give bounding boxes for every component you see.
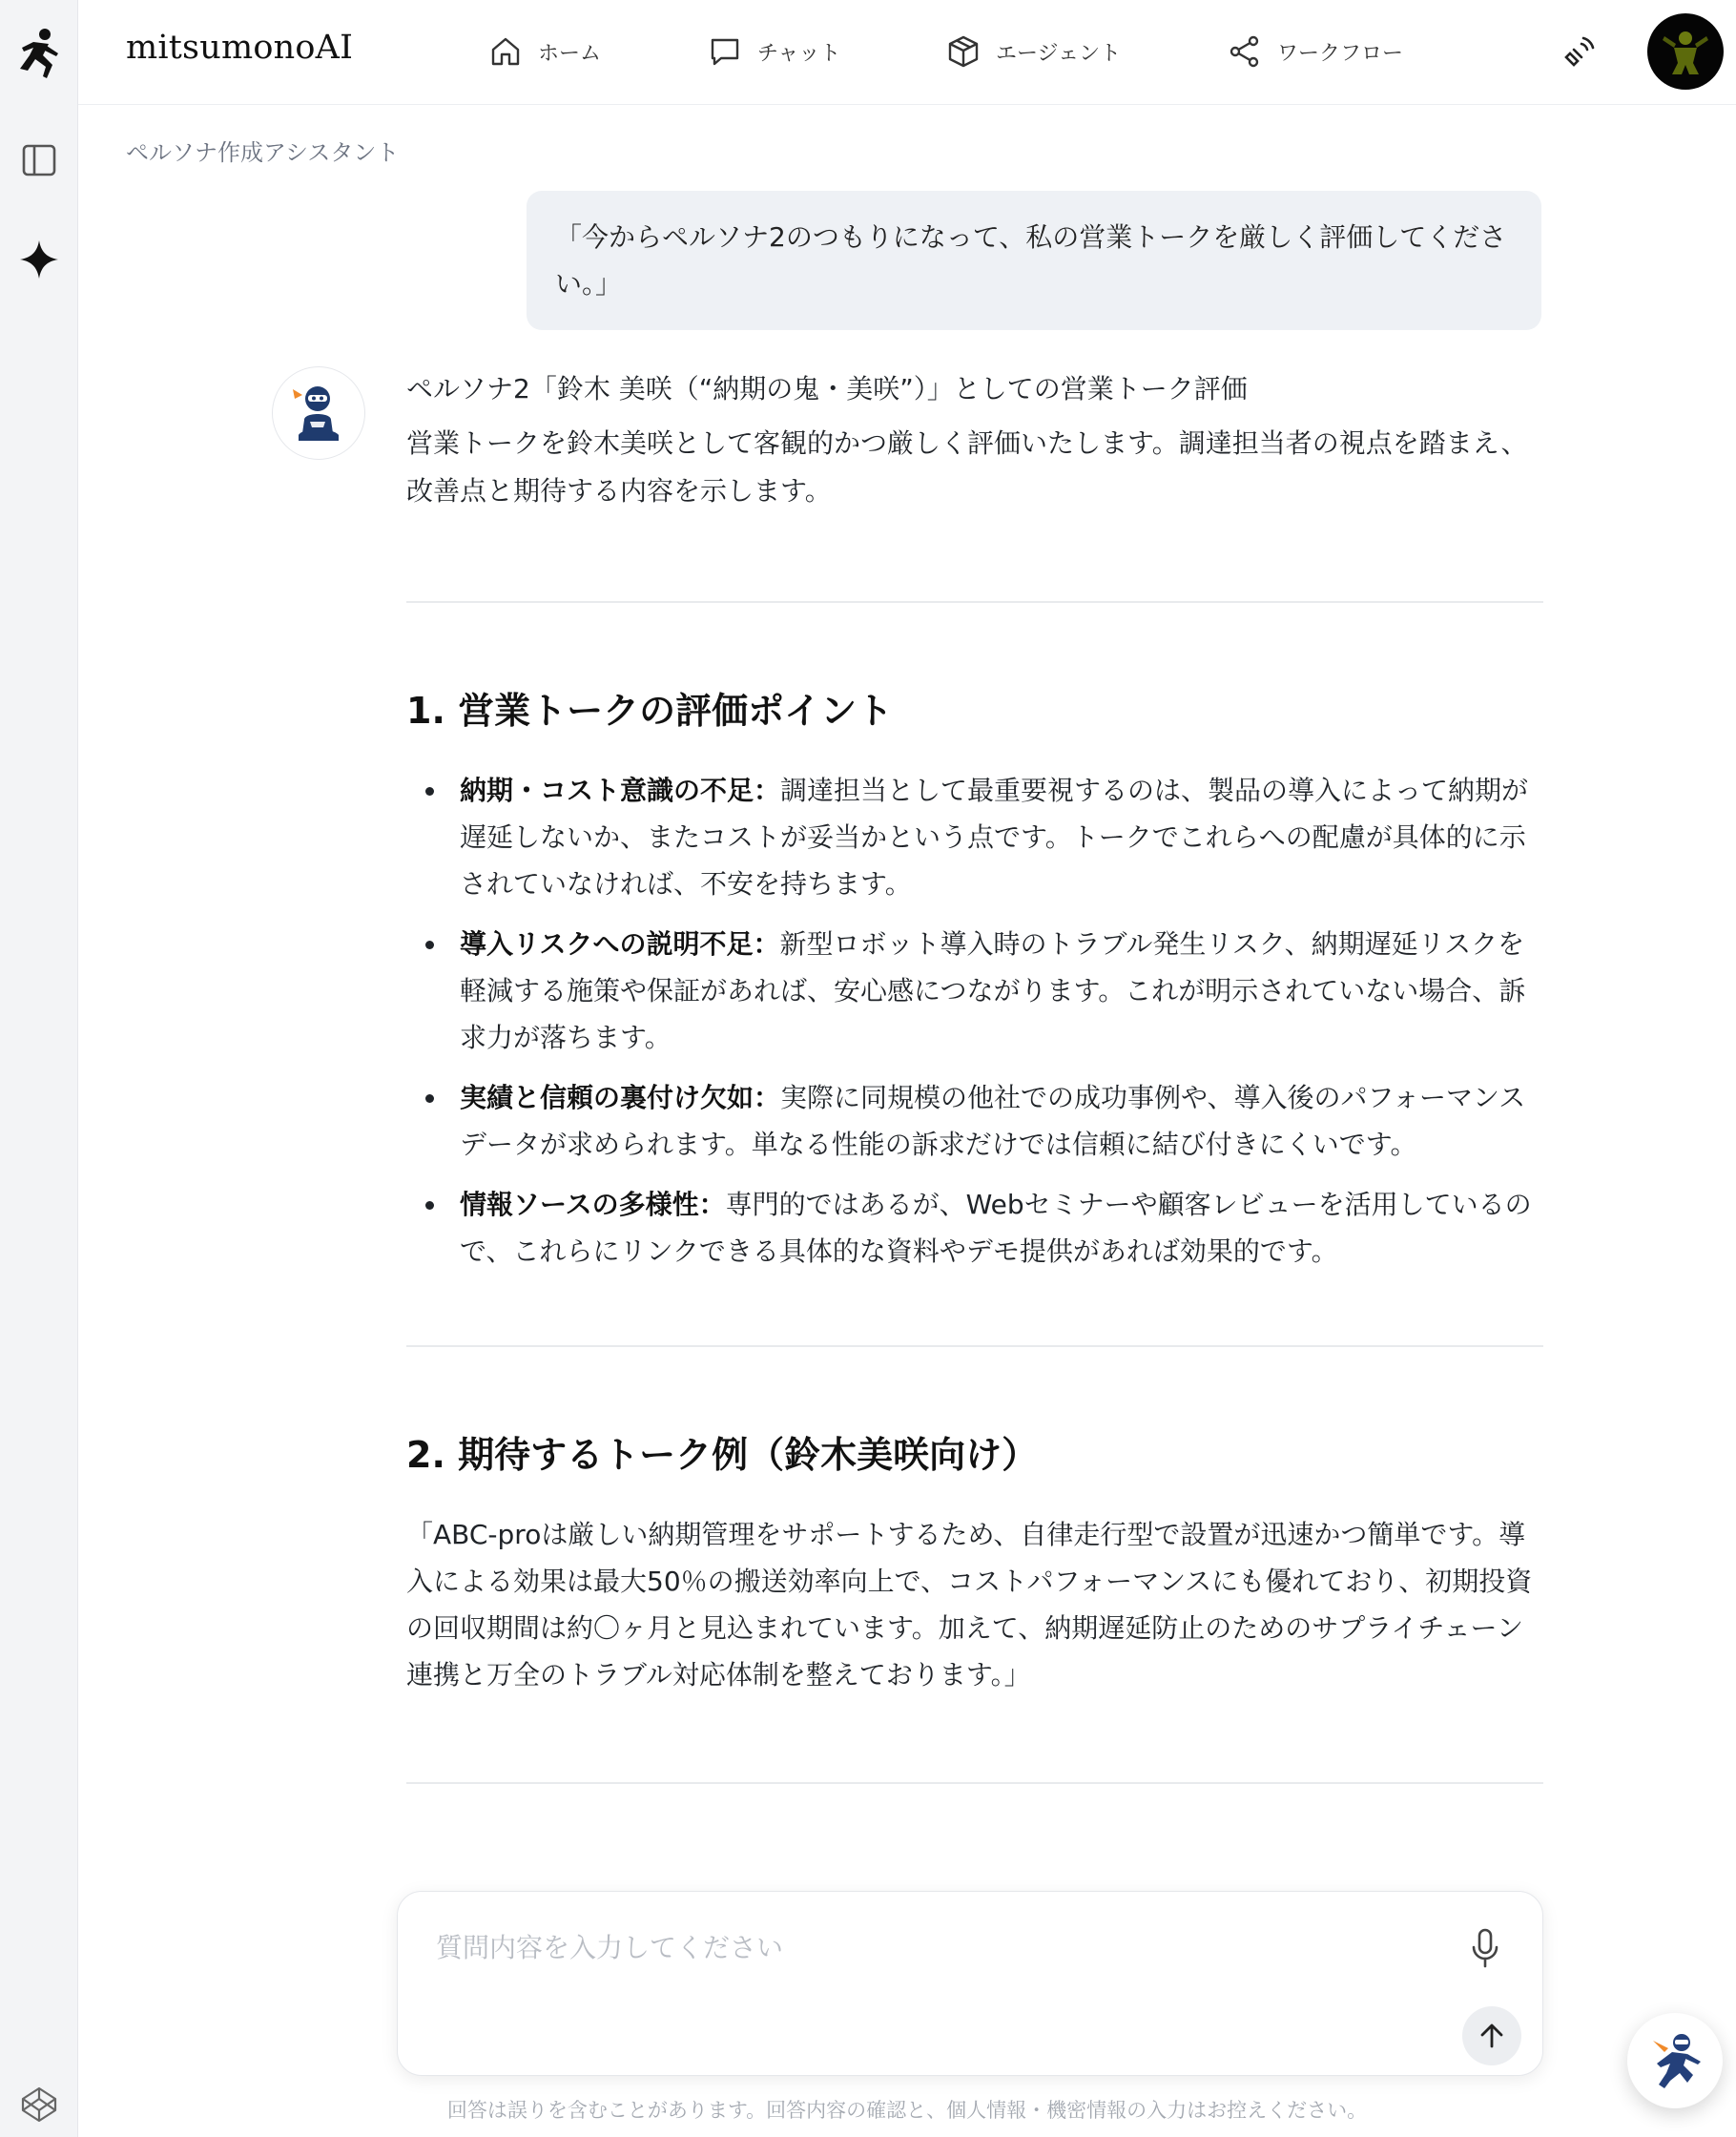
nav-workflow-label: ワークフロー bbox=[1277, 41, 1404, 66]
arrow-up-icon bbox=[1478, 2022, 1506, 2050]
sparkle-icon[interactable] bbox=[12, 233, 66, 286]
list-item-label: 実績と信頼の裏付け欠如： bbox=[460, 1082, 781, 1113]
answer-title: ペルソナ2「鈴木 美咲（“納期の鬼・美咲”）」としての営業トーク評価 bbox=[406, 373, 1248, 405]
satellite-icon[interactable] bbox=[1557, 29, 1602, 74]
list-item-text: 新型ロボット導入時のトラブル発生リスク、納期遅延リスクを軽減する施策や保証があれば、安心感につながります。これが明示されていない場合、訴求力が落ちます。 bbox=[460, 928, 1526, 1053]
list-item-text: 専門的ではあるが、Webセミナーや顧客レビューを活用しているので、これらにリンクできる具体的な資料やデモ提供があれば効果的です。 bbox=[460, 1189, 1532, 1267]
left-rail bbox=[0, 0, 78, 2137]
runner-logo-icon[interactable] bbox=[12, 27, 66, 80]
divider bbox=[406, 1345, 1543, 1347]
nav-home-label: ホーム bbox=[538, 41, 602, 66]
nav-chat-label: チャット bbox=[757, 41, 841, 66]
disclaimer-text: 回答は誤りを含むことがあります。回答内容の確認と、個人情報・機密情報の入力はお控えください。 bbox=[446, 2099, 1368, 2122]
answer-intro: 営業トークを鈴木美咲として客観的かつ厳しく評価いたします。調達担当者の視点を踏まえ、改善点と期待する内容を示します。 bbox=[406, 427, 1528, 507]
list-item bbox=[406, 921, 1543, 1061]
example-talk: 「ABC-proは厳しい納期管理をサポートするため、自律走行型で設置が迅速かつ簡単です。導入による効果は最大50％の搬送効率向上で、コストパフォーマンスにも優れており、初期投資の回収期間は約〇ヶ月と見込まれています。加えて、納期遅延防止のためのサプライチェーン連携と万全のトラブル対応体制を整えております。」 bbox=[406, 1519, 1533, 1691]
nav-agent-label: エージェント bbox=[996, 41, 1122, 66]
list-item bbox=[406, 1074, 1543, 1168]
user-message-bubble: 「今からペルソナ2のつもりになって、私の営業トークを厳しく評価してください。」 bbox=[527, 191, 1541, 330]
nav-agent[interactable] bbox=[946, 29, 1121, 74]
list-item-label: 納期・コスト意識の不足： bbox=[460, 775, 781, 806]
nav-home[interactable] bbox=[488, 29, 601, 74]
assistant-answer bbox=[406, 366, 1543, 1784]
breadcrumb[interactable]: ペルソナ作成アシスタント bbox=[126, 139, 400, 166]
divider bbox=[406, 601, 1543, 603]
list-item-label: 情報ソースの多様性： bbox=[460, 1189, 726, 1220]
chat-input[interactable] bbox=[436, 1924, 1390, 1970]
list-item-text: 調達担当として最重要視するのは、製品の導入によって納期が遅延しないか、またコストが妥当かという点です。トークでこれらへの配慮が具体的に示されていなければ、不安を持ちます。 bbox=[460, 775, 1529, 900]
nav-workflow[interactable] bbox=[1228, 29, 1403, 74]
section-heading-1: 1. 営業トークの評価ポイント bbox=[406, 690, 894, 732]
brand-name[interactable]: mitsumonoAI bbox=[126, 29, 354, 67]
nav-chat[interactable] bbox=[708, 29, 840, 74]
list-item-label: 導入リスクへの説明不足： bbox=[460, 928, 780, 960]
list-item-text: 実際に同規模の他社での成功事例や、導入後のパフォーマンスデータが求められます。単なる性能の訴求だけでは信頼に結び付きにくいです。 bbox=[460, 1082, 1526, 1160]
divider bbox=[406, 1782, 1543, 1784]
list-item bbox=[406, 767, 1543, 907]
share-nodes-icon bbox=[1228, 34, 1262, 69]
home-icon bbox=[488, 34, 523, 69]
sidebar-panel-icon[interactable] bbox=[12, 134, 66, 187]
avatar[interactable] bbox=[1647, 13, 1724, 90]
cube-icon bbox=[946, 34, 981, 69]
evaluation-points-list bbox=[406, 767, 1543, 1275]
top-header bbox=[78, 0, 1736, 105]
ninja-assistant-fab[interactable] bbox=[1627, 2013, 1723, 2108]
microphone-icon[interactable] bbox=[1464, 1924, 1506, 1972]
chat-icon bbox=[708, 34, 742, 69]
section-heading-2: 2. 期待するトーク例（鈴木美咲向け） bbox=[406, 1434, 1039, 1476]
send-button[interactable] bbox=[1462, 2006, 1521, 2065]
chat-input-box bbox=[397, 1891, 1543, 2076]
assistant-avatar bbox=[272, 366, 365, 460]
list-item bbox=[406, 1181, 1543, 1275]
